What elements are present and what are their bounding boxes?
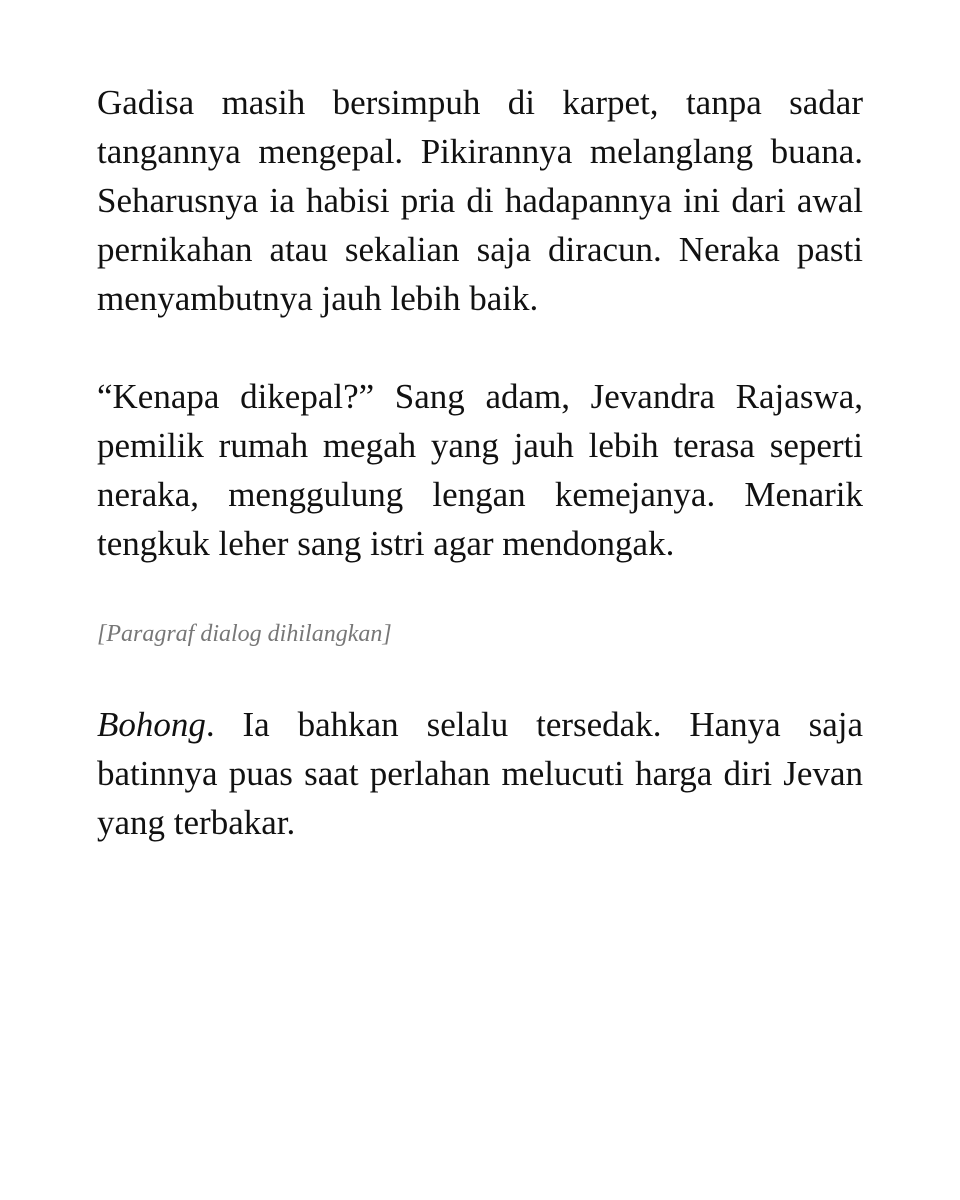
paragraph-4: [97, 700, 863, 847]
paragraph-4-body: . Ia bahkan selalu tersedak. Hanya saja batinnya puas saat perlahan melucuti harga diri Jevan yang terbakar.: [97, 705, 863, 842]
paragraph-1: Gadisa masih bersimpuh di karpet, tanpa sadar tangannya mengepal. Pikirannya melanglang buana. Seharusnya ia habisi pria di hadapannya ini dari awal pernikahan atau sekalian saja diracun. Neraka pasti menyambutnya jauh lebih baik.: [97, 83, 863, 318]
italic-lead-word: Bohong: [97, 705, 206, 744]
omitted-paragraph-note: [Paragraf dialog dihilangkan]: [97, 621, 392, 647]
paragraph-2: “Kenapa dikepal?” Sang adam, Jevandra Rajaswa, pemilik rumah megah yang jauh lebih terasa seperti neraka, menggulung lengan kemejanya. Menarik tengkuk leher sang istri agar mendongak.: [97, 377, 863, 563]
